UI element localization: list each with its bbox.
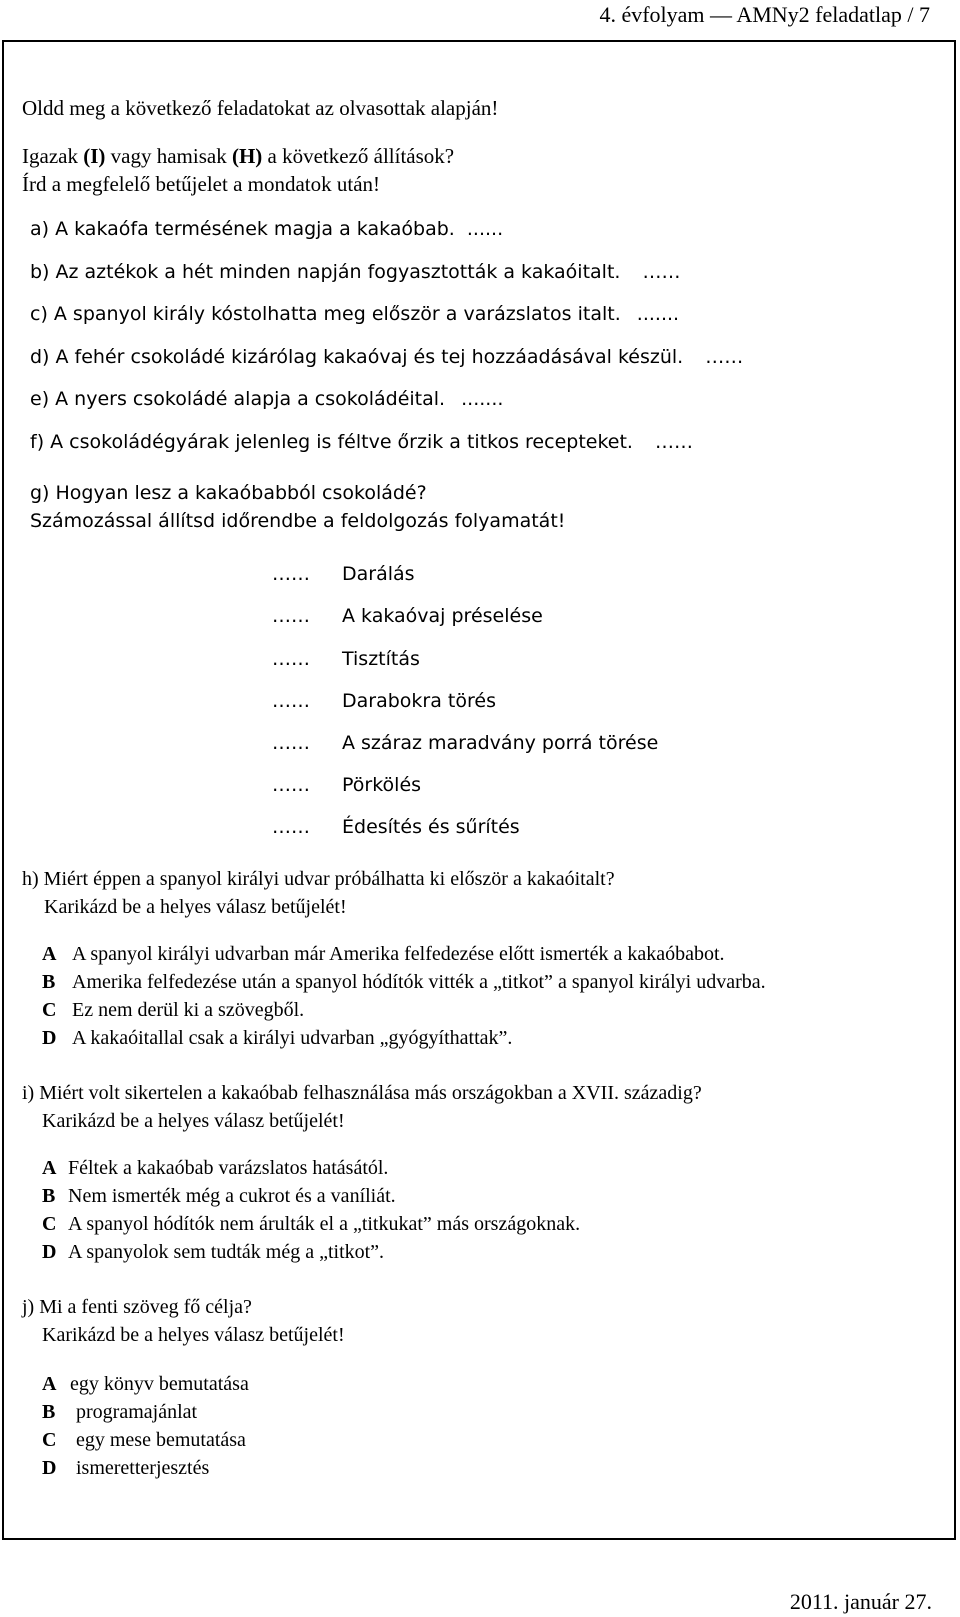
i-option-a[interactable] [42, 1157, 388, 1180]
g-blank-4[interactable]: …… [272, 690, 310, 712]
option-text: ismeretterjesztés [76, 1457, 210, 1479]
option-text: A kakaóitallal csak a királyi udvarban „gyógyíthattak”. [72, 1027, 513, 1049]
g-step-2: A kakaóvaj préselése [342, 605, 543, 627]
intro-text: Oldd meg a következő feladatokat az olvasottak alapján! [22, 96, 499, 120]
option-text: Féltek a kakaóbab varázslatos hatásától. [68, 1157, 389, 1179]
g-blank-6[interactable]: …… [272, 774, 310, 796]
option-letter[interactable]: D [42, 1241, 57, 1263]
tf-instruction-1-post: a következő állítások? [262, 144, 455, 168]
i-instruction: Karikázd be a helyes válasz betűjelét! [42, 1110, 345, 1132]
tf-item-blank[interactable]: …… [642, 261, 681, 283]
g-step-4: Darabokra törés [342, 690, 496, 712]
option-letter[interactable]: D [42, 1457, 57, 1479]
option-letter[interactable]: A [42, 1157, 57, 1179]
g-blank-3[interactable]: …… [272, 648, 310, 670]
h-option-d[interactable] [42, 1027, 512, 1050]
tf-label-false: (H) [231, 144, 263, 168]
tf-item-text: c) A spanyol király kóstolhatta meg először a varázslatos italt. [30, 303, 621, 325]
tf-item-a [30, 218, 503, 240]
tf-item-blank[interactable]: …… [705, 346, 744, 368]
option-letter[interactable]: A [42, 1373, 57, 1395]
h-question: h) Miért éppen a spanyol királyi udvar próbálhatta ki először a kakaóitalt? [22, 868, 615, 890]
tf-item-c [30, 303, 679, 325]
g-question: g) Hogyan lesz a kakaóbabból csokoládé? [30, 482, 427, 504]
tf-item-b [30, 261, 681, 283]
g-blank-1[interactable]: …… [272, 563, 310, 585]
j-question: j) Mi a fenti szöveg fő célja? [22, 1296, 252, 1318]
j-option-d[interactable] [42, 1457, 209, 1480]
page-header: 4. évfolyam — AMNy2 feladatlap / 7 [599, 2, 930, 27]
j-option-a[interactable] [42, 1373, 249, 1396]
i-option-b[interactable] [42, 1185, 396, 1208]
option-letter[interactable]: C [42, 1429, 57, 1451]
option-text: A spanyol hódítók nem árulták el a „titkukat” más országoknak. [68, 1213, 581, 1235]
g-step-3: Tisztítás [342, 648, 420, 670]
tf-label-true: (I) [83, 144, 106, 168]
tf-item-e [30, 388, 503, 410]
h-option-a[interactable] [42, 943, 725, 966]
tf-instruction-2: Írd a megfelelő betűjelet a mondatok után! [22, 172, 381, 196]
tf-item-f [30, 431, 693, 453]
option-text: Ez nem derül ki a szövegből. [72, 999, 305, 1021]
j-instruction: Karikázd be a helyes válasz betűjelét! [42, 1324, 345, 1346]
h-instruction: Karikázd be a helyes válasz betűjelét! [44, 896, 347, 918]
j-option-c[interactable] [42, 1429, 246, 1452]
g-instruction: Számozással állítsd időrendbe a feldolgozás folyamatát! [30, 510, 566, 532]
footer-date: 2011. január 27. [789, 1589, 932, 1614]
option-letter[interactable]: C [42, 1213, 57, 1235]
i-question: i) Miért volt sikertelen a kakaóbab felhasználása más országokban a XVII. századig? [22, 1082, 702, 1104]
option-text: egy könyv bemutatása [70, 1373, 249, 1395]
option-letter[interactable]: B [42, 971, 56, 993]
tf-item-blank[interactable]: …… [655, 431, 694, 453]
option-letter[interactable]: C [42, 999, 57, 1021]
g-step-5: A száraz maradvány porrá törése [342, 732, 659, 754]
option-letter[interactable]: D [42, 1027, 57, 1049]
tf-instruction-1-pre: Igazak [22, 144, 84, 168]
option-text: programajánlat [76, 1401, 198, 1423]
tf-item-text: a) A kakaófa termésének magja a kakaóbab. [30, 218, 455, 240]
tf-instruction-1-mid: vagy hamisak [105, 144, 232, 168]
h-option-c[interactable] [42, 999, 304, 1022]
tf-item-blank[interactable]: ...... [466, 218, 504, 240]
option-letter[interactable]: A [42, 943, 57, 965]
tf-item-blank[interactable]: ....... [461, 388, 504, 410]
tf-item-text: e) A nyers csokoládé alapja a csokoládéital. [30, 388, 446, 410]
option-text: A spanyolok sem tudták még a „titkot”. [68, 1241, 385, 1263]
g-step-1: Darálás [342, 563, 415, 585]
option-text: Amerika felfedezése után a spanyol hódítók vitték a „titkot” a spanyol királyi udvarba. [72, 971, 766, 993]
g-step-7: Édesítés és sűrítés [342, 816, 520, 838]
tf-item-text: b) Az aztékok a hét minden napján fogyasztották a kakaóitalt. [30, 261, 621, 283]
tf-item-blank[interactable]: ....... [636, 303, 680, 325]
i-option-c[interactable] [42, 1213, 580, 1236]
h-option-b[interactable] [42, 971, 766, 994]
option-text: Nem ismerték még a cukrot és a vaníliát. [68, 1185, 396, 1207]
i-option-d[interactable] [42, 1241, 384, 1264]
option-letter[interactable]: B [42, 1185, 56, 1207]
g-step-6: Pörkölés [342, 774, 422, 796]
tf-instruction-1 [22, 144, 454, 169]
option-text: egy mese bemutatása [76, 1429, 246, 1451]
j-option-b[interactable] [42, 1401, 197, 1424]
tf-item-text: f) A csokoládégyárak jelenleg is féltve őrzik a titkos recepteket. [30, 431, 633, 453]
g-blank-2[interactable]: …… [272, 605, 310, 627]
option-letter[interactable]: B [42, 1401, 56, 1423]
option-text: A spanyol királyi udvarban már Amerika felfedezése előtt ismerték a kakaóbabot. [72, 943, 725, 965]
g-blank-5[interactable]: …… [272, 732, 310, 754]
tf-item-d [30, 346, 743, 368]
tf-item-text: d) A fehér csokoládé kizárólag kakaóvaj és tej hozzáadásával készül. [30, 346, 684, 368]
g-blank-7[interactable]: …… [272, 816, 310, 838]
